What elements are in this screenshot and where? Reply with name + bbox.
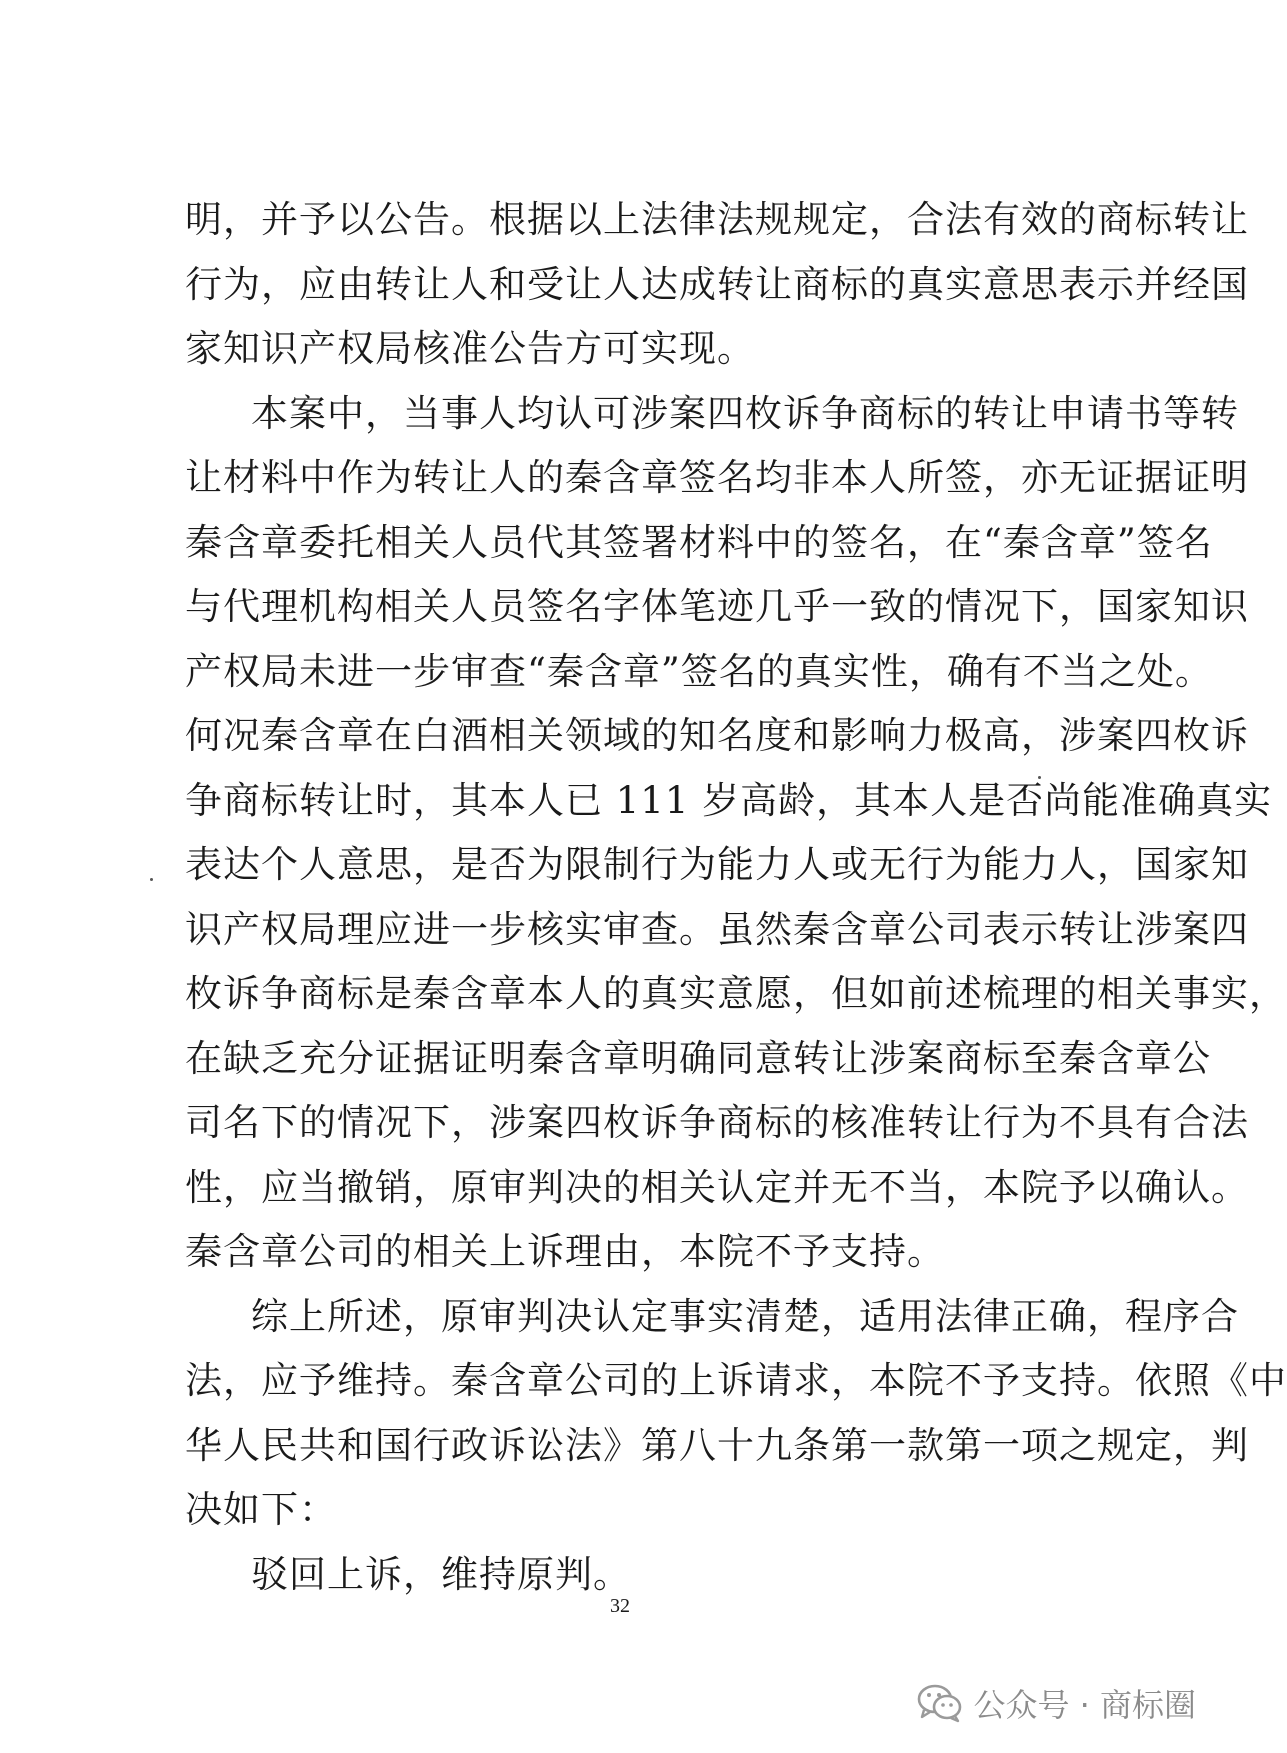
text-line: 在缺乏充分证据证明秦含章明确同意转让涉案商标至秦含章公 <box>185 1036 1211 1080</box>
text-line: 秦含章公司的相关上诉理由，本院不予支持。 <box>185 1230 945 1273</box>
text-line: 华人民共和国行政诉讼法》第八十九条第一款第一项之规定，判 <box>185 1423 1249 1467</box>
text-line: 法，应予维持。秦含章公司的上诉请求，本院不予支持。依照《中 <box>185 1359 1287 1402</box>
text-line: 司名下的情况下，涉案四枚诉争商标的核准转让行为不具有合法 <box>185 1101 1249 1144</box>
scan-speck <box>1038 776 1041 779</box>
text-line: 明，并予以公告。根据以上法律法规规定，合法有效的商标转让 <box>185 198 1249 241</box>
text-line: 何况秦含章在白酒相关领域的知名度和影响力极高，涉案四枚诉 <box>185 714 1249 757</box>
text-line: 枚诉争商标是秦含章本人的真实意愿，但如前述梳理的相关事实， <box>185 972 1287 1015</box>
text-line: 家知识产权局核准公告方可实现。 <box>185 327 755 370</box>
page-number: 32 <box>610 1595 630 1617</box>
text-line: 争商标转让时，其本人已 111 岁高龄，其本人是否尚能准确真实 <box>185 778 1273 822</box>
text-line: 性，应当撤销，原审判决的相关认定并无不当，本院予以确认。 <box>185 1165 1249 1209</box>
text-line: 与代理机构相关人员签名字体笔迹几乎一致的情况下，国家知识 <box>185 585 1249 628</box>
text-line: 行为，应由转让人和受让人达成转让商标的真实意思表示并经国 <box>185 262 1249 306</box>
scan-speck <box>150 878 153 881</box>
watermark <box>917 1680 1196 1726</box>
watermark-text: 公众号 · 商标圈 <box>973 1686 1196 1724</box>
text-line: 让材料中作为转让人的秦含章签名均非本人所签，亦无证据证明 <box>185 456 1249 499</box>
text-line: 秦含章委托相关人员代其签署材料中的签名，在“秦含章”签名 <box>185 520 1213 564</box>
text-line: 表达个人意思，是否为限制行为能力人或无行为能力人，国家知 <box>185 843 1249 886</box>
text-line: 识产权局理应进一步核实审查。虽然秦含章公司表示转让涉案四 <box>185 907 1249 951</box>
verdict-line: 驳回上诉，维持原判。 <box>251 1552 631 1596</box>
text-line: 决如下： <box>185 1488 337 1531</box>
paragraph-start-line: 综上所述，原审判决认定事实清楚，适用法律正确，程序合 <box>251 1294 1239 1338</box>
text-line: 产权局未进一步审查“秦含章”签名的真实性，确有不当之处。 <box>185 649 1213 693</box>
judgment-body <box>185 188 1287 1607</box>
paragraph-start-line: 本案中，当事人均认可涉案四枚诉争商标的转让申请书等转 <box>251 391 1239 435</box>
wechat-icon <box>917 1683 963 1723</box>
